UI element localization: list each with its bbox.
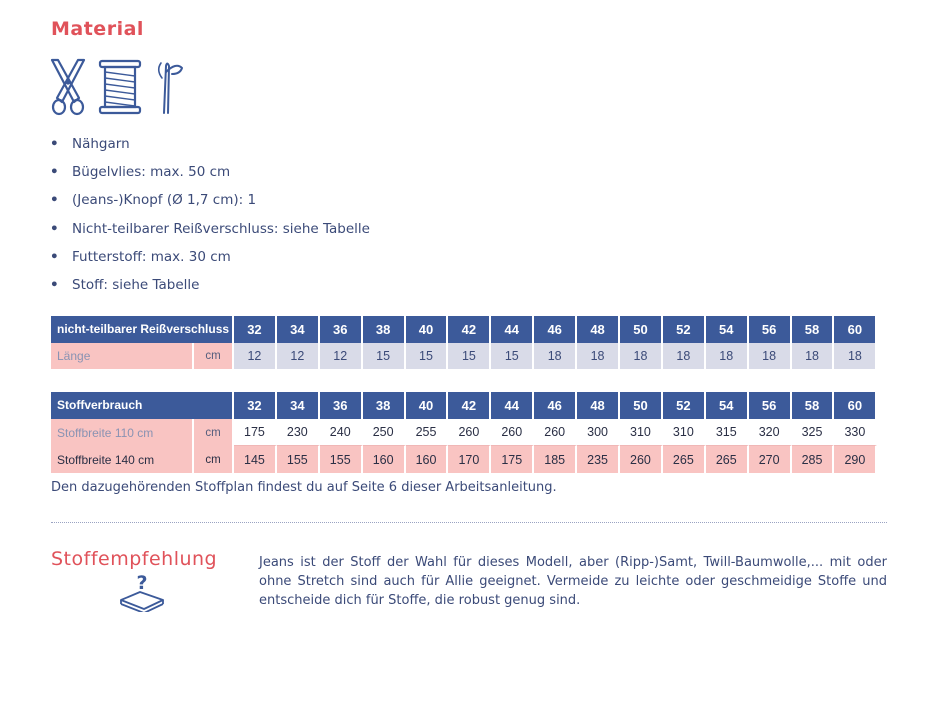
value-cell: 260 [534, 419, 577, 446]
value-cell: 175 [234, 419, 277, 446]
value-cell: 15 [363, 343, 406, 369]
size-header-cell: 54 [706, 316, 749, 343]
value-cell: 285 [792, 446, 835, 473]
size-header-cell: 56 [749, 392, 792, 419]
size-header-cell: 56 [749, 316, 792, 343]
fabric-plan-note: Den dazugehörenden Stoffplan findest du auf Seite 6 dieser Arbeitsanleitung. [51, 480, 557, 495]
table-row [51, 343, 877, 369]
row-label: Stoffbreite 140 cm [51, 446, 194, 473]
size-header-cell: 42 [448, 392, 491, 419]
value-cell: 18 [749, 343, 792, 369]
list-item: • Nicht-teilbarer Reißverschluss: siehe Tabelle [50, 220, 370, 237]
thread-spool-icon [98, 58, 142, 116]
size-header-cell: 44 [491, 392, 534, 419]
value-cell: 230 [277, 419, 320, 446]
size-header-cell: 52 [663, 392, 706, 419]
value-cell: 160 [406, 446, 449, 473]
value-cell: 270 [749, 446, 792, 473]
value-cell: 265 [663, 446, 706, 473]
size-header-cell: 40 [406, 392, 449, 419]
value-cell: 310 [620, 419, 663, 446]
list-item: • (Jeans-)Knopf (Ø 1,7 cm): 1 [50, 192, 257, 209]
value-cell: 325 [792, 419, 835, 446]
value-cell: 185 [534, 446, 577, 473]
value-cell: 18 [663, 343, 706, 369]
value-cell: 160 [363, 446, 406, 473]
size-header-cell: 48 [577, 316, 620, 343]
value-cell: 310 [663, 419, 706, 446]
value-cell: 170 [448, 446, 491, 473]
material-title: Material [51, 18, 144, 40]
zipper-table [51, 316, 877, 369]
value-cell: 255 [406, 419, 449, 446]
value-cell: 240 [320, 419, 363, 446]
fabric-table-header [51, 392, 877, 419]
list-item: • Stoff: siehe Tabelle [50, 276, 200, 293]
value-cell: 15 [491, 343, 534, 369]
value-cell: 15 [406, 343, 449, 369]
value-cell: 260 [620, 446, 663, 473]
row-unit: cm [194, 446, 234, 473]
row-label: Länge [51, 343, 194, 369]
fabric-question-icon [118, 570, 166, 612]
value-cell: 18 [792, 343, 835, 369]
value-cell: 320 [749, 419, 792, 446]
size-header-cell: 50 [620, 392, 663, 419]
svg-text:?: ? [136, 572, 148, 594]
table-row [51, 446, 877, 473]
size-header-cell: 58 [792, 392, 835, 419]
size-header-cell: 50 [620, 316, 663, 343]
value-cell: 18 [577, 343, 620, 369]
size-header-cell: 52 [663, 316, 706, 343]
section-divider [51, 522, 887, 523]
list-item: • Futterstoff: max. 30 cm [50, 248, 231, 265]
size-header-cell: 46 [534, 392, 577, 419]
row-unit: cm [194, 419, 234, 446]
size-header-cell: 36 [320, 392, 363, 419]
size-header-cell: 60 [834, 316, 877, 343]
row-unit: cm [194, 343, 234, 369]
value-cell: 330 [834, 419, 877, 446]
row-label: Stoffbreite 110 cm [51, 419, 194, 446]
value-cell: 155 [277, 446, 320, 473]
recommendation-text: Jeans ist der Stoff der Wahl für dieses Modell, aber (Ripp-)Samt, Twill-Baumwolle,... mit oder ohne Stretch sind auch für Allie geeignet. Vermeide zu leichte oder geschmeidige Stoffe und entscheide dich für Stoffe, die robust genug sind. [259, 555, 887, 608]
value-cell: 12 [320, 343, 363, 369]
value-cell: 315 [706, 419, 749, 446]
size-header-cell: 34 [277, 392, 320, 419]
value-cell: 12 [234, 343, 277, 369]
list-item: • Nähgarn [50, 136, 130, 152]
value-cell: 155 [320, 446, 363, 473]
size-header-cell: 40 [406, 316, 449, 343]
value-cell: 235 [577, 446, 620, 473]
value-cell: 175 [491, 446, 534, 473]
material-list [50, 130, 370, 299]
size-header-cell: 60 [834, 392, 877, 419]
value-cell: 300 [577, 419, 620, 446]
value-cell: 260 [448, 419, 491, 446]
table-row [51, 419, 877, 446]
needle-icon [152, 58, 186, 116]
value-cell: 18 [834, 343, 877, 369]
size-header-cell: 46 [534, 316, 577, 343]
size-header-cell: 38 [363, 392, 406, 419]
size-header-cell: 32 [234, 316, 277, 343]
list-item: • Bügelvlies: max. 50 cm [50, 164, 231, 181]
fabric-table-header-label: Stoffverbrauch [51, 392, 234, 419]
recommendation-title: Stoffempfehlung [51, 548, 218, 570]
size-header-cell: 34 [277, 316, 320, 343]
value-cell: 250 [363, 419, 406, 446]
value-cell: 260 [491, 419, 534, 446]
value-cell: 290 [834, 446, 877, 473]
size-header-cell: 32 [234, 392, 277, 419]
size-header-cell: 36 [320, 316, 363, 343]
value-cell: 265 [706, 446, 749, 473]
size-header-cell: 38 [363, 316, 406, 343]
value-cell: 18 [534, 343, 577, 369]
size-header-cell: 54 [706, 392, 749, 419]
zipper-table-header [51, 316, 877, 343]
size-header-cell: 44 [491, 316, 534, 343]
zipper-table-header-label: nicht-teilbarer Reißverschluss [51, 316, 234, 343]
value-cell: 12 [277, 343, 320, 369]
value-cell: 15 [448, 343, 491, 369]
size-header-cell: 58 [792, 316, 835, 343]
fabric-table [51, 392, 877, 473]
value-cell: 18 [620, 343, 663, 369]
scissors-icon [48, 58, 88, 116]
value-cell: 18 [706, 343, 749, 369]
value-cell: 145 [234, 446, 277, 473]
size-header-cell: 42 [448, 316, 491, 343]
size-header-cell: 48 [577, 392, 620, 419]
